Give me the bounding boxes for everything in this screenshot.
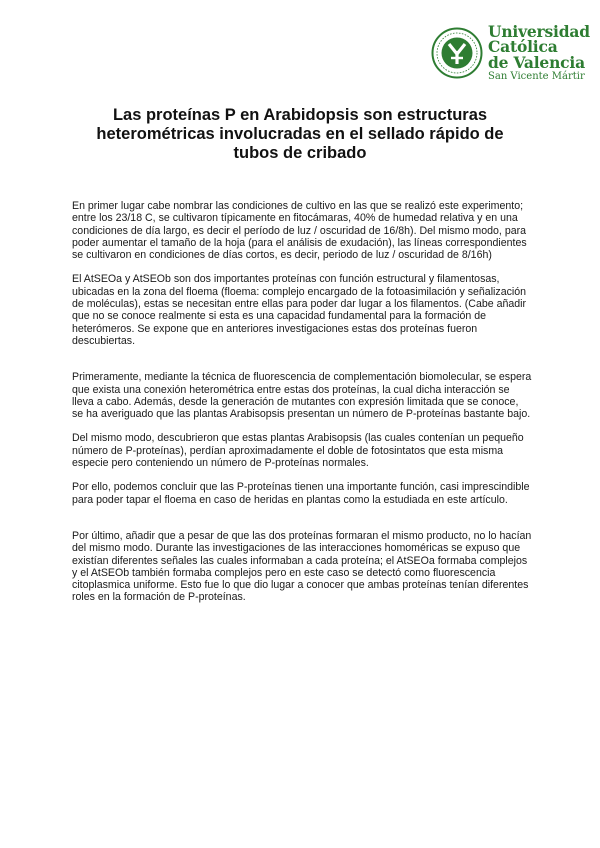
paragraph-1: En primer lugar cabe nombrar las condiciones de cultivo en las que se realizó este experimento; entre los 23/18 C, se cultivaron típicamente en fitocámaras, 40% de humedad relativa y en una condiciones de día largo, es decir el período de luz / oscuridad de 16/8h). Del mismo modo, para poder aumentar el tamaño de la hoja (para el análisis de exudación), las líneas correspondientes se cultivaron en condiciones de días cortos, es decir, periodo de luz / oscuridad de 8/16h) — [72, 200, 527, 262]
university-name-line-1: Universidad — [488, 21, 590, 41]
university-seal-icon — [431, 27, 483, 79]
university-name-line-3: de Valencia — [488, 52, 585, 72]
paragraph-5: Por ello, podemos concluir que las P-proteínas tienen una importante función, casi imprescindible para poder tapar el floema en caso de heridas en plantas como la estudiada en este artículo. — [72, 481, 530, 506]
document-title: Las proteínas P en Arabidopsis son estructuras heterométricas involucradas en el sellado rápido de tubos de cribado — [96, 106, 504, 162]
university-name — [488, 21, 590, 83]
university-name-line-4: San Vicente Mártir — [488, 71, 585, 83]
document-body — [72, 200, 532, 604]
paragraph-3: Primeramente, mediante la técnica de fluorescencia de complementación biomolecular, se espera que exista una conexión heterométrica entre estas dos proteínas, la cual dicha interacción se lleva a cabo. Además, desde la generación de mutantes con expresión limitada que se conoce, se ha averiguado que las plantas Arabisopsis presentan un número de P-proteínas bastante bajo. — [72, 371, 532, 421]
paragraph-6: Por último, añadir que a pesar de que las dos proteínas formaran el mismo producto, no lo hacían del mismo modo. Durante las investigaciones de las interacciones homoméricas se expuso que existían diferentes señales las cuales informaban a cada proteína; el AtSEOa formaba complejos y el AtSEOb también formaba complejos pero en este caso se detectó como fluorescencia citoplasmica uniforme. Esto fue lo que dio lugar a conocer que ambas proteínas tenían diferentes roles en la formación de P-proteínas. — [72, 529, 532, 604]
paragraph-2: El AtSEOa y AtSEOb son dos importantes proteínas con función estructural y filamentosas, ubicadas en la zona del floema (floema: complejo encargado de la fotoasimilación y señalización de moléculas), estas se necesitan entre ellas para poder dar lugar a los filamentos. (Cabe añadir que no se conoce realmente si esta es una capacidad fundamental para la formación de heterómeros. Se expone que en anteriores investigaciones estas dos proteínas fueron descubiertas. — [72, 273, 527, 347]
university-logo — [431, 21, 590, 83]
paragraph-4: Del mismo modo, descubrieron que estas plantas Arabisopsis (las cuales contenían un pequeño número de P-proteínas), perdían aproximadamente el doble de fotosintatos que esta misma especie pero conteniendo un número de P-proteínas normales. — [72, 432, 524, 470]
university-name-line-2: Católica — [488, 37, 558, 57]
